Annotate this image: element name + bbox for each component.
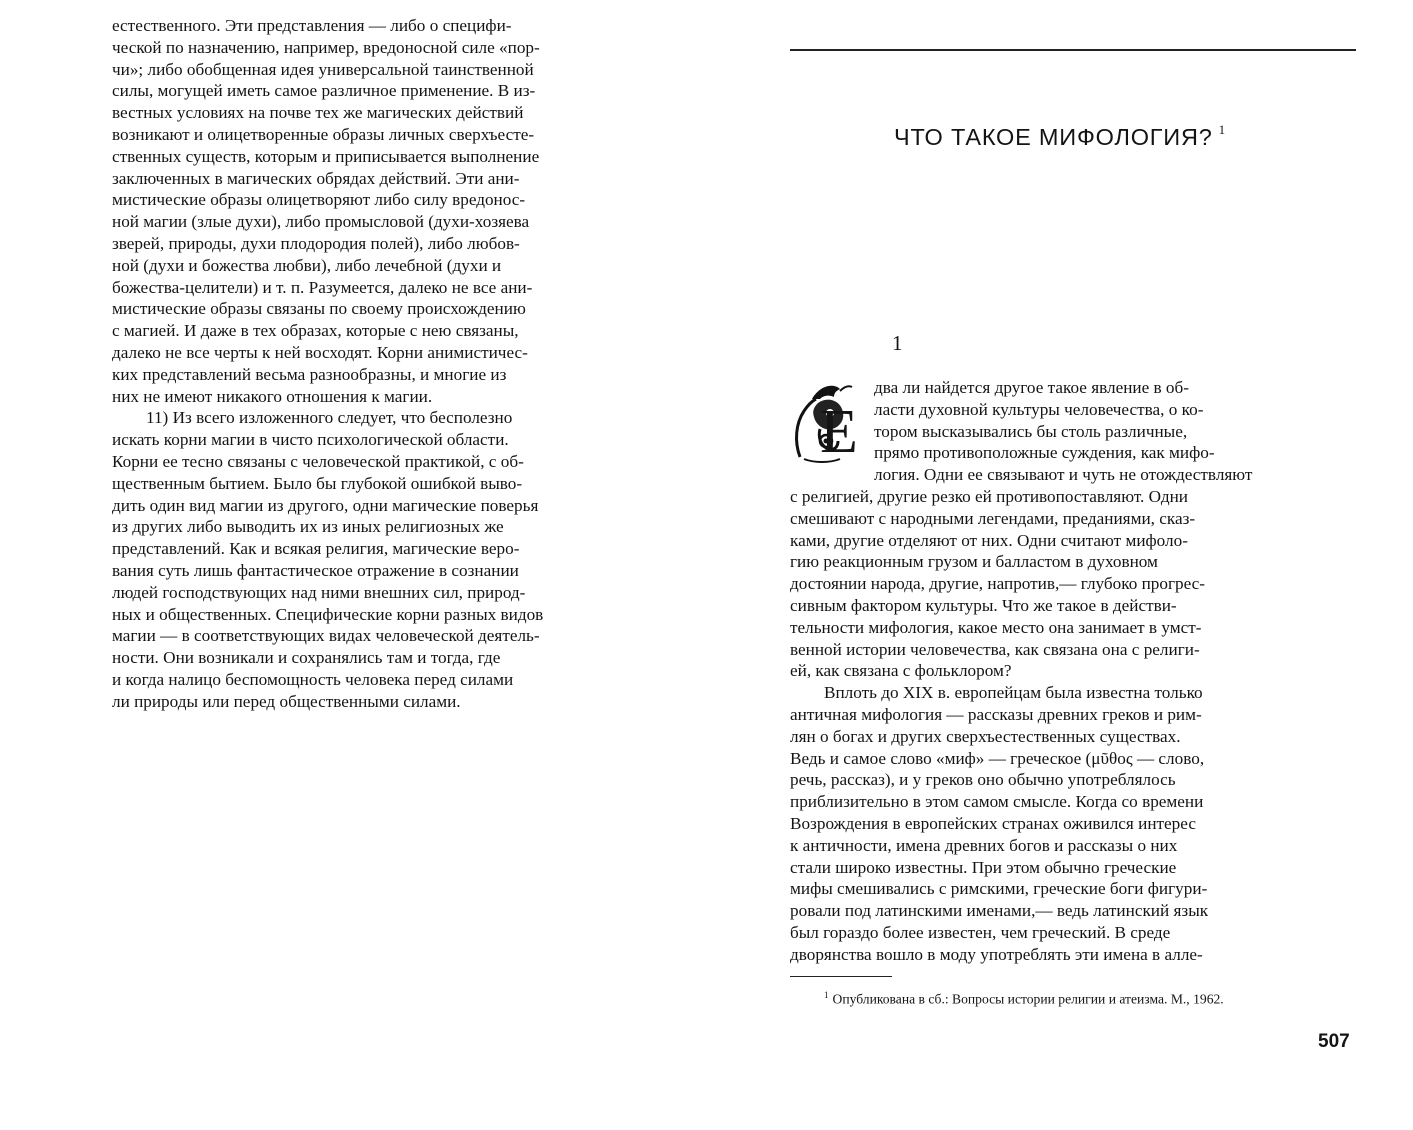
line: ственных существ, которым и приписывается выполнение bbox=[112, 146, 540, 166]
line: ками, другие отделяют от них. Одни считают мифоло- bbox=[790, 530, 1188, 550]
title-footnote-ref: 1 bbox=[1218, 122, 1226, 137]
line: два ли найдется другое такое явление в об- bbox=[874, 378, 1189, 397]
line: магии — в соответствующих видах человеческой деятель- bbox=[112, 626, 540, 646]
line: чи»; либо обобщенная идея универсальной таинственной bbox=[112, 59, 534, 79]
line: Ведь и самое слово «миф» — греческое (μῦθος — слово, bbox=[790, 748, 1205, 768]
section-number: 1 bbox=[892, 331, 903, 355]
footnote bbox=[790, 986, 1356, 1009]
footnote-text: Опубликована в сб.: Вопросы истории религии и атеизма. М., 1962. bbox=[832, 991, 1224, 1007]
line: естественного. Эти представления — либо о специфи- bbox=[112, 16, 512, 35]
dropcap-letter: Е bbox=[820, 398, 858, 466]
line: из других либо выводить их из иных религиозных же bbox=[112, 517, 504, 537]
line: с религией, другие резко ей противопоставляют. Одни bbox=[790, 486, 1188, 506]
line: был гораздо более известен, чем греческий. В среде bbox=[790, 922, 1171, 942]
header-rule bbox=[790, 49, 1356, 51]
right-paragraph-1 bbox=[790, 377, 1356, 682]
line: силы, могущей иметь самое различное применение. В из- bbox=[112, 81, 536, 101]
line: достоянии народа, другие, напротив,— глубоко прогрес- bbox=[790, 574, 1206, 594]
line: мифы смешивались с римскими, греческие боги фигури- bbox=[790, 879, 1208, 899]
line: щественным бытием. Было бы глубокой ошибкой выво- bbox=[112, 473, 523, 493]
footnote-mark: 1 bbox=[824, 990, 829, 1000]
line: ласти духовной культуры человечества, о ко- bbox=[874, 399, 1204, 419]
line: мистические образы олицетворяют либо силу вредонос- bbox=[112, 190, 526, 210]
line: к античности, имена древних богов и рассказы о них bbox=[790, 835, 1178, 855]
line: заключенных в магических обрядах действий. Эти ани- bbox=[112, 168, 520, 188]
line: представлений. Как и всякая религия, магические веро- bbox=[112, 539, 520, 559]
line: смешивают с народными легендами, преданиями, сказ- bbox=[790, 508, 1196, 528]
line: логия. Одни ее связывают и чуть не отождествляют bbox=[874, 465, 1253, 485]
line: вестных условиях на почве тех же магических действий bbox=[112, 103, 524, 123]
line: них не имеют никакого отношения к магии. bbox=[112, 386, 433, 406]
line: ровали под латинскими именами,— ведь латинский язык bbox=[790, 901, 1209, 921]
line: античная мифология — рассказы древних греков и рим- bbox=[790, 704, 1202, 724]
line: Корни ее тесно связаны с человеческой практикой, с об- bbox=[112, 451, 524, 471]
line: и когда налицо беспомощность человека перед силами bbox=[112, 669, 514, 689]
line: 11) Из всего изложенного следует, что бесполезно bbox=[146, 408, 513, 428]
right-paragraph-2 bbox=[790, 682, 1356, 965]
line: дворянства вошло в моду употреблять эти имена в алле- bbox=[790, 944, 1203, 964]
line: с магией. И даже в тех образах, которые с нею связаны, bbox=[112, 321, 519, 341]
line: ности. Они возникали и сохранялись там и тогда, где bbox=[112, 648, 501, 668]
line: тором высказывались бы столь различные, bbox=[874, 421, 1188, 441]
line: вания суть лишь фантастическое отражение в сознании bbox=[112, 560, 519, 580]
left-paragraph-2 bbox=[112, 407, 674, 712]
line: сивным фактором культуры. Что же такое в действи- bbox=[790, 595, 1177, 615]
line: божества-целители) и т. п. Разумеется, далеко не все ани- bbox=[112, 277, 533, 297]
line: людей господствующих над ними внешних сил, природ- bbox=[112, 582, 526, 602]
line: прямо противоположные суждения, как мифо- bbox=[874, 443, 1215, 463]
line: дить один вид магии из другого, одни магические поверья bbox=[112, 495, 539, 515]
page-number: 507 bbox=[1318, 1031, 1350, 1052]
line: искать корни магии в чисто психологической области. bbox=[112, 430, 509, 450]
line: Вплоть до XIX в. европейцам была известна только bbox=[824, 683, 1203, 703]
chapter-title-text: ЧТО ТАКОЕ МИФОЛОГИЯ? bbox=[894, 124, 1213, 150]
ornamental-initial bbox=[790, 379, 862, 465]
line: Возрождения в европейских странах оживился интерес bbox=[790, 813, 1196, 833]
line: речь, рассказ), и у греков оно обычно употреблялось bbox=[790, 770, 1176, 790]
line: ных и общественных. Специфические корни разных видов bbox=[112, 604, 544, 624]
line: гию реакционным грузом и балластом в духовном bbox=[790, 552, 1158, 572]
line: мистические образы связаны по своему происхождению bbox=[112, 299, 526, 319]
line: ей, как связана с фольклором? bbox=[790, 661, 1012, 681]
line: стали широко известны. При этом обычно греческие bbox=[790, 857, 1177, 877]
footnote-rule bbox=[790, 976, 892, 977]
line: зверей, природы, духи плодородия полей), либо любов- bbox=[112, 233, 520, 253]
line: венной истории человечества, как связана она с религи- bbox=[790, 639, 1200, 659]
line: ческой по назначению, например, вредоносной силе «пор- bbox=[112, 37, 540, 57]
line: возникают и олицетворенные образы личных сверхъесте- bbox=[112, 124, 535, 144]
line: ной (духи и божества любви), либо лечебной (духи и bbox=[112, 255, 502, 275]
right-page-text bbox=[790, 377, 1356, 966]
line: ких представлений весьма разнообразны, и многие из bbox=[112, 364, 507, 384]
chapter-title bbox=[894, 122, 1225, 151]
left-page-text bbox=[112, 15, 674, 713]
line: приблизительно в этом самом смысле. Когда со времени bbox=[790, 792, 1204, 812]
line: лян о богах и других сверхъестественных существах. bbox=[790, 726, 1181, 746]
line: тельности мифология, какое место она занимает в умст- bbox=[790, 617, 1202, 637]
line: ной магии (злые духи), либо промысловой (духи-хозяева bbox=[112, 212, 530, 232]
line: ли природы или перед общественными силами. bbox=[112, 691, 461, 711]
left-paragraph-1 bbox=[112, 15, 674, 407]
line: далеко не все черты к ней восходят. Корни анимистичес- bbox=[112, 342, 528, 362]
